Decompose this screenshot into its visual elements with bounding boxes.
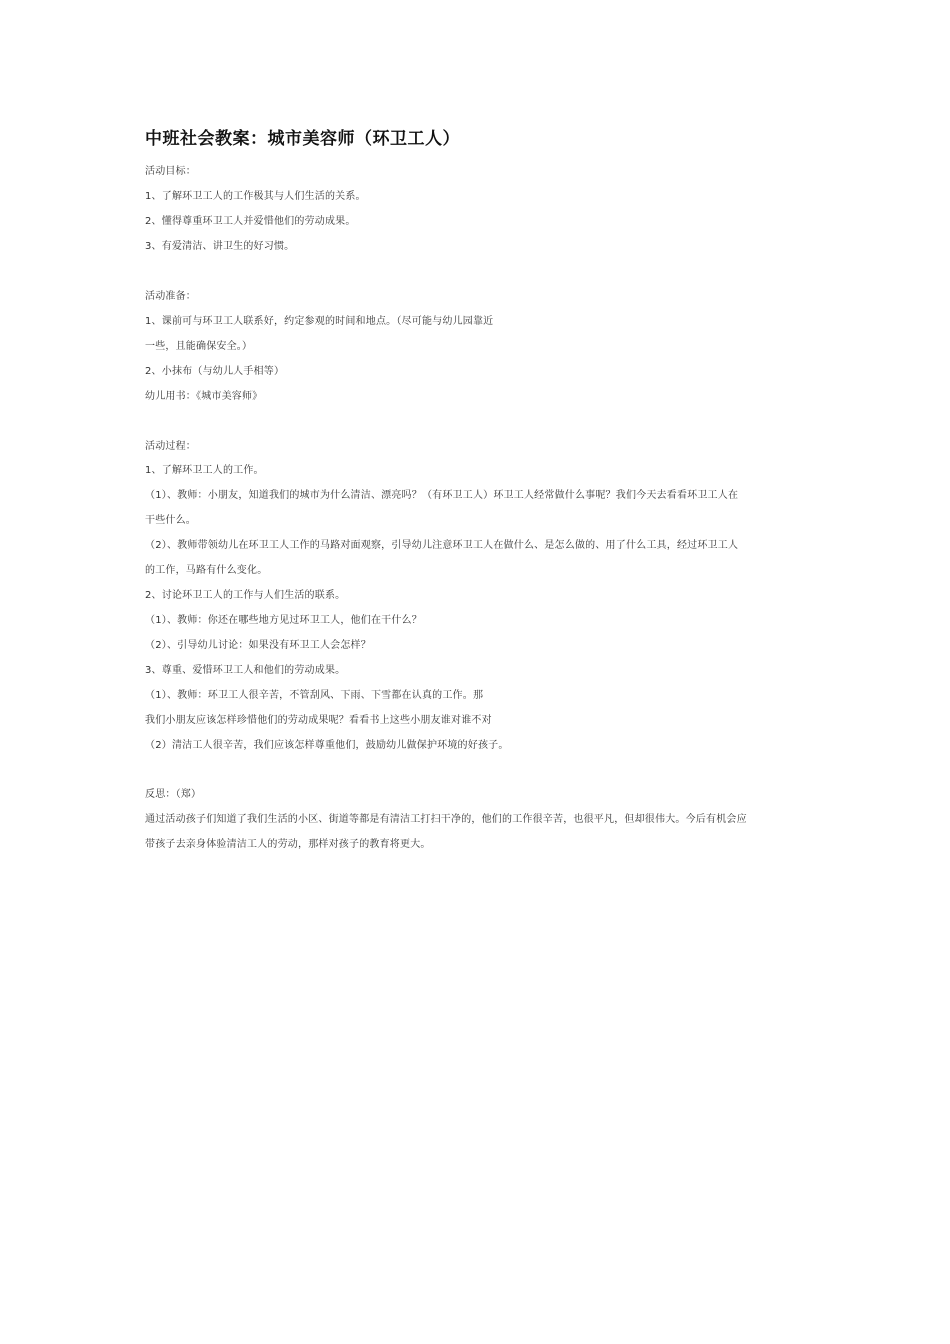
process-item: （2）、引导幼儿讨论：如果没有环卫工人会怎样？ xyxy=(145,640,371,651)
process-item: 我们小朋友应该怎样珍惜他们的劳动成果呢？看看书上这些小朋友谁对谁不对 xyxy=(145,715,492,726)
document-title: 中班社会教案：城市美容师（环卫工人） xyxy=(145,129,460,149)
process-item: （1）、教师：小朋友，知道我们的城市为什么清洁、漂亮吗？（有环卫工人）环卫工人经常做什么事呢？我们今天去看看环卫工人在 xyxy=(145,490,739,501)
objective-item: 1、了解环卫工人的工作极其与人们生活的关系。 xyxy=(145,191,366,202)
process-item: 3、尊重、爱惜环卫工人和他们的劳动成果。 xyxy=(145,665,346,676)
preparation-item: 幼儿用书：《城市美容师》 xyxy=(145,391,263,402)
process-item: （1）、教师：环卫工人很辛苦，不管刮风、下雨、下雪都在认真的工作。那 xyxy=(145,690,484,701)
process-item: 干些什么。 xyxy=(145,515,196,526)
process-item: （2）、教师带领幼儿在环卫工人工作的马路对面观察，引导幼儿注意环卫工人在做什么、是怎么做的、用了什么工具，经过环卫工人 xyxy=(145,540,739,551)
process-item: 1、了解环卫工人的工作。 xyxy=(145,465,264,476)
process-heading: 活动过程： xyxy=(145,441,196,452)
preparation-item: 1、课前可与环卫工人联系好，约定参观的时间和地点。（尽可能与幼儿园靠近 xyxy=(145,316,494,327)
reflection-heading: 反思：（郑） xyxy=(145,789,202,800)
reflection-item: 通过活动孩子们知道了我们生活的小区、街道等都是有清洁工打扫干净的，他们的工作很辛苦，也很平凡，但却很伟大。今后有机会应 xyxy=(145,814,747,825)
objective-item: 2、懂得尊重环卫工人并爱惜他们的劳动成果。 xyxy=(145,216,356,227)
preparation-heading: 活动准备： xyxy=(145,291,196,302)
process-item: 2、讨论环卫工人的工作与人们生活的联系。 xyxy=(145,590,346,601)
objectives-heading: 活动目标： xyxy=(145,166,196,177)
process-item: 的工作，马路有什么变化。 xyxy=(145,565,268,576)
preparation-item: 2、小抹布（与幼儿人手相等） xyxy=(145,366,285,377)
preparation-item: 一些，且能确保安全。） xyxy=(145,341,253,352)
process-item: （1）、教师：你还在哪些地方见过环卫工人，他们在干什么？ xyxy=(145,615,422,626)
reflection-item: 带孩子去亲身体验清洁工人的劳动，那样对孩子的教育将更大。 xyxy=(145,839,431,850)
process-item: （2）清洁工人很辛苦，我们应该怎样尊重他们，鼓励幼儿做保护环境的好孩子。 xyxy=(145,740,509,751)
objective-item: 3、有爱清洁、讲卫生的好习惯。 xyxy=(145,241,295,252)
